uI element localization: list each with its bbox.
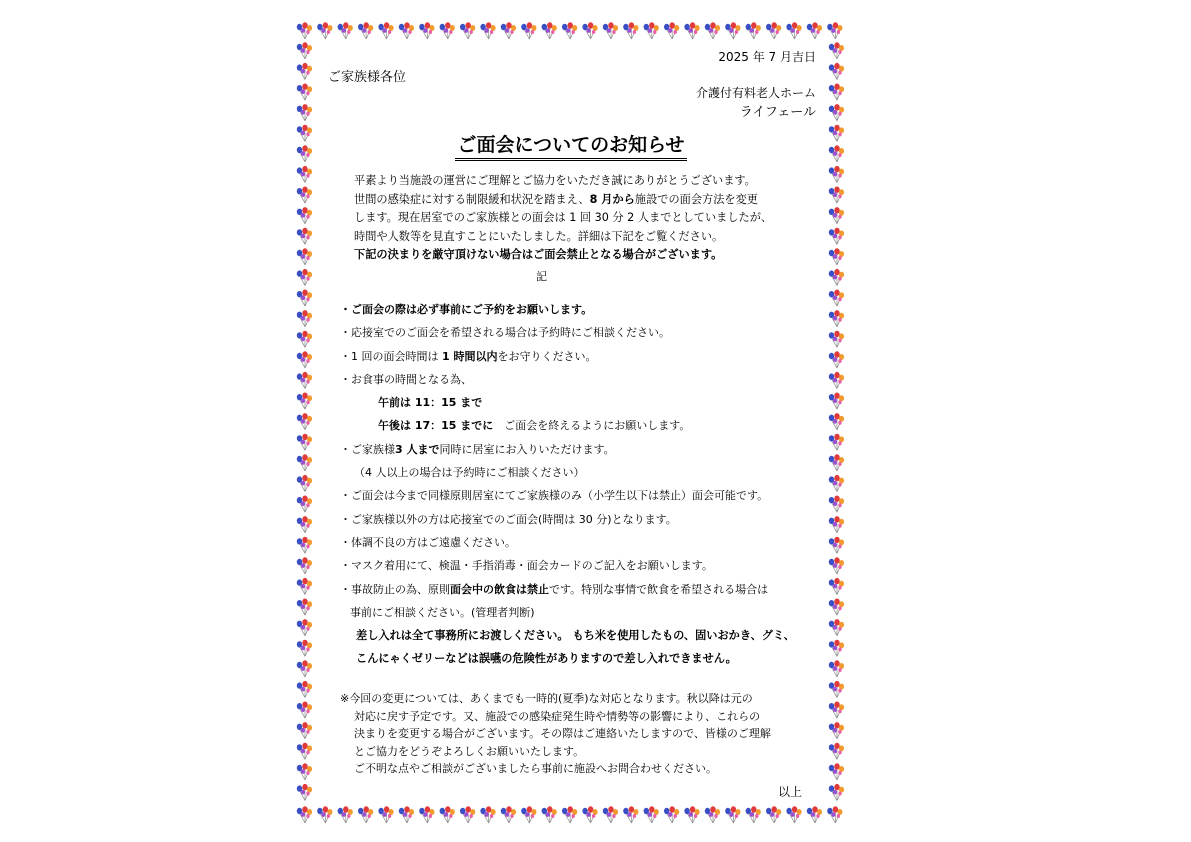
list-item: （4 人以上の場合は予約時にご相談ください）: [354, 466, 585, 480]
item-emphasis: 面会中の飲食は禁止: [450, 582, 549, 596]
balloon-bunch-icon: [542, 806, 557, 823]
balloon-bunch-icon: [358, 22, 373, 39]
balloon-bunch-icon: [297, 681, 312, 698]
balloon-bunch-icon: [829, 743, 844, 760]
balloon-bunch-icon: [297, 599, 312, 616]
intro-line: します。現在居室でのご家族様との面会は 1 回 30 分 2 人までとしていましたが、: [354, 211, 773, 224]
balloon-bunch-icon: [829, 351, 844, 368]
balloon-bunch-icon: [297, 104, 312, 121]
title-text: ご面会についてのお知らせ: [455, 134, 686, 161]
list-item: ・ご家族様以外の方は応接室でのご面会(時間は 30 分)となります。: [340, 512, 677, 526]
balloon-bunch-icon: [297, 763, 312, 780]
balloon-bunch-icon: [521, 806, 536, 823]
balloon-bunch-icon: [705, 22, 720, 39]
intro-warning: 下記の決まりを厳守頂けない場合はご面会禁止となる場合がございます。: [354, 248, 723, 261]
balloon-bunch-icon: [297, 537, 312, 554]
intro-text: 世間の感染症に対する制限緩和状況を踏まえ、: [354, 192, 590, 206]
balloon-bunch-icon: [829, 63, 844, 80]
balloon-bunch-icon: [378, 806, 393, 823]
balloon-bunch-icon: [829, 393, 844, 410]
balloon-bunch-icon: [746, 22, 761, 39]
list-item: ・マスク着用にて、検温・手指消毒・面会カードのご記入をお願いします。: [340, 559, 713, 573]
balloon-bunch-icon: [562, 22, 577, 39]
balloon-bunch-icon: [297, 784, 312, 801]
page-title: [318, 130, 824, 157]
balloon-bunch-icon: [644, 806, 659, 823]
balloon-bunch-icon: [827, 22, 842, 39]
organization-name: ライフェール: [739, 105, 816, 120]
balloon-bunch-icon: [460, 22, 475, 39]
list-item-warning: 差し入れは全て事務所にお渡しください。 もち米を使用したもの、固いおかき、グミ、: [356, 629, 795, 643]
balloon-bunch-icon: [297, 372, 312, 389]
balloon-bunch-icon: [827, 806, 842, 823]
balloon-bunch-icon: [297, 145, 312, 162]
balloon-bunch-icon: [480, 22, 495, 39]
item-text: ・1 回の面会時間は: [340, 349, 442, 363]
note-line: とご協力をどうぞよろしくお願いいたします。: [354, 744, 585, 758]
closing-text: 以上: [777, 785, 802, 799]
balloon-bunch-icon: [664, 22, 679, 39]
balloon-bunch-icon: [297, 310, 312, 327]
balloon-bunch-icon: [542, 22, 557, 39]
item-emphasis: 3 人まで: [395, 442, 440, 456]
balloon-bunch-icon: [562, 806, 577, 823]
balloon-bunch-icon: [419, 22, 434, 39]
balloon-bunch-icon: [297, 702, 312, 719]
balloon-bunch-icon: [297, 248, 312, 265]
balloon-bunch-icon: [829, 660, 844, 677]
balloon-bunch-icon: [582, 806, 597, 823]
balloon-bunch-icon: [297, 84, 312, 101]
balloon-bunch-icon: [684, 22, 699, 39]
balloon-bunch-icon: [664, 806, 679, 823]
organization-type: 介護付有料老人ホーム: [695, 86, 816, 100]
item-emphasis: 午後は 17：15 までに: [378, 419, 494, 433]
balloon-bunch-icon: [623, 22, 638, 39]
balloon-bunch-icon: [399, 806, 414, 823]
balloon-bunch-icon: [766, 22, 781, 39]
list-item: ・ご面会の際は必ず事前にご予約をお願いします。: [340, 303, 593, 316]
balloon-bunch-icon: [829, 537, 844, 554]
balloon-bunch-icon: [358, 806, 373, 823]
balloon-bunch-icon: [297, 722, 312, 739]
balloon-bunch-icon: [684, 806, 699, 823]
item-text: です。特別な事情で飲食を希望される場合は: [549, 582, 769, 596]
balloon-bunch-icon: [501, 22, 516, 39]
balloon-bunch-icon: [440, 806, 455, 823]
balloon-bunch-icon: [829, 578, 844, 595]
balloon-bunch-icon: [623, 806, 638, 823]
balloon-bunch-icon: [829, 290, 844, 307]
intro-emphasis: 8 月から: [589, 192, 635, 206]
balloon-bunch-icon: [297, 619, 312, 636]
intro-line: [354, 191, 814, 210]
list-item-warning: こんにゃくゼリーなどは誤嚥の危険性がありますので差し入れできません。: [356, 652, 737, 666]
balloon-bunch-icon: [603, 22, 618, 39]
balloon-bunch-icon: [460, 806, 475, 823]
balloon-bunch-icon: [603, 806, 618, 823]
note-line: ご不明な点やご相談がございましたら事前に施設へお問合わせください。: [354, 762, 717, 775]
balloon-bunch-icon: [297, 454, 312, 471]
item-text: をお守りください。: [497, 349, 597, 363]
balloon-bunch-icon: [829, 475, 844, 492]
balloon-bunch-icon: [297, 434, 312, 451]
balloon-bunch-icon: [829, 496, 844, 513]
balloon-bunch-icon: [297, 331, 312, 348]
balloon-bunch-icon: [644, 22, 659, 39]
list-item: 事前にご相談ください。(管理者判断): [350, 605, 535, 619]
list-item: ・お食事の時間となる為、: [340, 372, 472, 386]
balloon-bunch-icon: [297, 660, 312, 677]
item-text: ・ご家族様: [340, 442, 395, 456]
list-item: [340, 578, 830, 601]
balloon-bunch-icon: [399, 22, 414, 39]
balloon-bunch-icon: [829, 434, 844, 451]
balloon-bunch-icon: [829, 248, 844, 265]
balloon-bunch-icon: [829, 331, 844, 348]
balloon-bunch-icon: [297, 207, 312, 224]
balloon-bunch-icon: [829, 557, 844, 574]
balloon-bunch-icon: [297, 187, 312, 204]
balloon-bunch-icon: [829, 187, 844, 204]
balloon-bunch-icon: [297, 496, 312, 513]
balloon-bunch-icon: [829, 454, 844, 471]
balloon-bunch-icon: [501, 806, 516, 823]
balloon-bunch-icon: [746, 806, 761, 823]
notice-document: [318, 44, 824, 806]
list-item-morning: 午前は 11：15 まで: [378, 396, 483, 410]
item-text: ・事故防止の為、原則: [340, 582, 450, 596]
item-text: 同時に居室にお入りいただけます。: [439, 442, 615, 456]
balloon-bunch-icon: [807, 22, 822, 39]
balloon-bunch-icon: [297, 557, 312, 574]
item-text: ご面会を終えるようにお願いします。: [493, 419, 691, 433]
balloon-bunch-icon: [829, 599, 844, 616]
balloon-bunch-icon: [829, 310, 844, 327]
balloon-bunch-icon: [725, 806, 740, 823]
balloon-bunch-icon: [829, 619, 844, 636]
balloon-bunch-icon: [786, 22, 801, 39]
balloon-bunch-icon: [829, 145, 844, 162]
balloon-bunch-icon: [829, 413, 844, 430]
balloon-bunch-icon: [338, 806, 353, 823]
balloon-bunch-icon: [338, 22, 353, 39]
balloon-bunch-icon: [829, 784, 844, 801]
balloon-bunch-icon: [725, 22, 740, 39]
balloon-bunch-icon: [297, 166, 312, 183]
balloon-bunch-icon: [829, 269, 844, 286]
balloon-bunch-icon: [829, 516, 844, 533]
balloon-bunch-icon: [297, 42, 312, 59]
intro-line: 平素より当施設の運営にご理解とご協力をいただき誠にありがとうございます。: [354, 174, 756, 187]
balloon-bunch-icon: [829, 84, 844, 101]
intro-line: 時間や人数等を見直すことにいたしました。詳細は下記をご覧ください。: [354, 229, 724, 243]
salutation: ご家族様各位: [328, 70, 407, 85]
balloon-bunch-icon: [297, 806, 312, 823]
balloon-bunch-icon: [297, 393, 312, 410]
balloon-bunch-icon: [582, 22, 597, 39]
balloon-bunch-icon: [480, 806, 495, 823]
balloon-bunch-icon: [297, 269, 312, 286]
balloon-bunch-icon: [419, 806, 434, 823]
balloon-bunch-icon: [829, 763, 844, 780]
balloon-bunch-icon: [829, 125, 844, 142]
balloon-bunch-icon: [317, 22, 332, 39]
balloon-bunch-icon: [786, 806, 801, 823]
balloon-bunch-icon: [829, 42, 844, 59]
balloon-bunch-icon: [829, 104, 844, 121]
balloon-bunch-icon: [297, 516, 312, 533]
balloon-bunch-icon: [829, 166, 844, 183]
balloon-bunch-icon: [829, 228, 844, 245]
balloon-bunch-icon: [297, 290, 312, 307]
note-line: ※今回の変更については、あくまでも一時的(夏季)な対応となります。秋以降は元の: [340, 692, 753, 705]
balloon-bunch-icon: [297, 228, 312, 245]
note-line: 対応に戻す予定です。又、施設での感染症発生時や情勢等の影響により、これらの: [354, 709, 761, 723]
balloon-bunch-icon: [297, 22, 312, 39]
balloon-bunch-icon: [297, 413, 312, 430]
balloon-bunch-icon: [829, 640, 844, 657]
balloon-bunch-icon: [297, 351, 312, 368]
balloon-bunch-icon: [297, 63, 312, 80]
list-item: ・応接室でのご面会を希望される場合は予約時にご相談ください。: [340, 326, 670, 340]
balloon-bunch-icon: [440, 22, 455, 39]
list-item: ・体調不良の方はご遠慮ください。: [340, 535, 516, 549]
list-item: [340, 345, 830, 368]
balloon-bunch-icon: [378, 22, 393, 39]
list-item-afternoon: [340, 414, 830, 437]
balloon-bunch-icon: [297, 125, 312, 142]
balloon-bunch-icon: [829, 372, 844, 389]
intro-text: 施設での面会方法を変更: [634, 192, 758, 206]
balloon-bunch-icon: [829, 207, 844, 224]
intro-paragraph: [354, 172, 814, 265]
balloon-bunch-icon: [829, 681, 844, 698]
balloon-bunch-icon: [807, 806, 822, 823]
balloon-bunch-icon: [521, 22, 536, 39]
balloon-bunch-icon: [297, 578, 312, 595]
list-item: ・ご面会は今まで同様原則居室にてご家族様のみ（小学生以下は禁止）面会可能です。: [340, 489, 769, 503]
note-line: 決まりを変更する場合がございます。その際はご連絡いたしますので、皆様のご理解: [354, 727, 771, 740]
item-emphasis: 1 時間以内: [442, 349, 498, 363]
balloon-bunch-icon: [829, 702, 844, 719]
ki-heading: 記: [536, 270, 547, 283]
note-paragraph: [340, 690, 820, 778]
issue-date: 2025 年 7 月吉日: [718, 50, 816, 64]
balloon-bunch-icon: [317, 806, 332, 823]
balloon-bunch-icon: [297, 640, 312, 657]
rules-list: [340, 298, 830, 671]
list-item: [340, 438, 830, 461]
balloon-bunch-icon: [297, 743, 312, 760]
balloon-bunch-icon: [766, 806, 781, 823]
balloon-bunch-icon: [705, 806, 720, 823]
balloon-bunch-icon: [829, 722, 844, 739]
balloon-bunch-icon: [297, 475, 312, 492]
